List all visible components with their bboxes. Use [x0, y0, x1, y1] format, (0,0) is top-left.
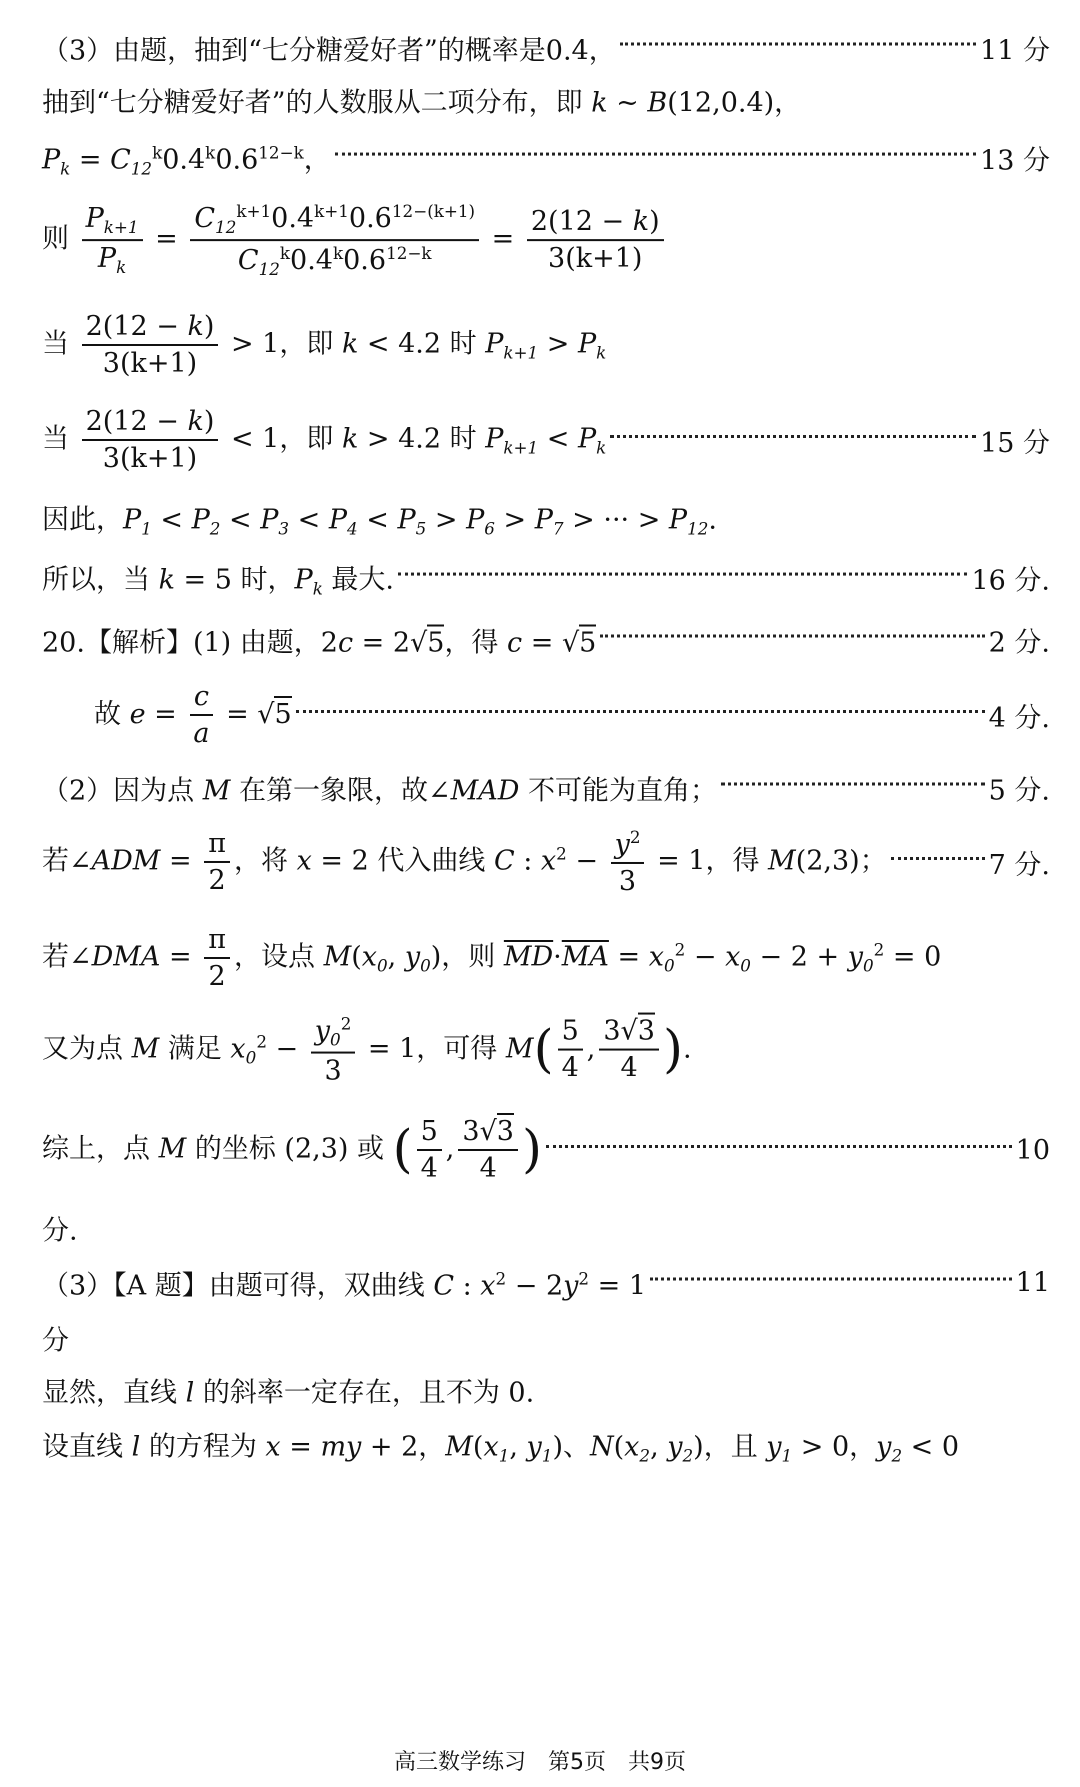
solution-text: （2）因为点 M 在第一象限，故∠MAD 不可能为直角；: [42, 775, 718, 807]
solution-line: [42, 1116, 1050, 1184]
solution-line: [42, 827, 1050, 897]
solution-text: 综上，点 M 的坐标 (2,3) 或 ( $\frac{5}{4}$ , $\frac{3√3}{4}$ ): [42, 1116, 542, 1184]
solution-line: [42, 621, 1050, 660]
solution-text: 分: [42, 1325, 69, 1357]
solution-line: [42, 29, 1050, 68]
solution-line: [42, 924, 1050, 992]
solution-text: 则 $\frac{P_{k+1}}{P_k}$ = $\frac{C_{12}^{k+1}0.4^{k+1}0.6^{12-(k+1)}}{C_{12}^k0.4^k0.6^{12-k}}$ = $\frac{2(12 - k)}{3(k+1)}$: [42, 201, 668, 279]
score-points: 10: [1015, 1134, 1050, 1166]
score-points: 7 分.: [988, 849, 1050, 881]
solution-line: [42, 1014, 1050, 1087]
page-footer: 高三数学练习 第5页 共9页: [394, 1750, 686, 1775]
solution-line: [42, 81, 1050, 120]
solution-text: 20.【解析】(1) 由题，2c = 2√5，得 c = √5: [42, 621, 596, 660]
solution-text: 所以，当 k = 5 时，$P_k$ 最大.: [42, 564, 395, 599]
dot-leader: [296, 710, 985, 713]
solution-line: [42, 558, 1050, 599]
solution-text: 因此，$P_1 < P_2 < P_3 < P_4 < P_5 > P_6 > P_7$ > ··· > $P_{12}$.: [42, 504, 717, 539]
score-points: 5 分.: [988, 775, 1050, 807]
solution-line: [42, 1319, 1050, 1358]
dot-leader: [650, 1278, 1012, 1281]
dot-leader: [721, 783, 985, 786]
dot-leader: [620, 43, 976, 46]
solution-text: 分.: [42, 1215, 78, 1247]
solution-line: [42, 1371, 1050, 1410]
dot-leader: [335, 153, 976, 156]
solution-text: （3）【A 题】由题可得，双曲线 C : $x^2 - 2y^2 = 1$: [42, 1268, 647, 1302]
score-points: 11: [1015, 1267, 1050, 1299]
dot-leader: [600, 635, 984, 638]
solution-text: 当 $\frac{2(12 - k)}{3(k+1)}$ > 1，即 k < 4.2 时 $P_{k+1} > P_k$: [42, 311, 607, 379]
solution-line: [42, 1209, 1050, 1248]
dot-leader: [398, 573, 967, 576]
solution-line: [42, 1425, 1050, 1466]
solution-text: 若∠DMA = $\frac{\pi}{2}$ ，设点 $M(x_0$, $y_0$)，则 $\overline{MD}\cdot\overline{MA} = x_0^2 - x_0 - 2 + y_0^2 = 0$: [42, 924, 942, 992]
solution-text: 显然，直线 l 的斜率一定存在，且不为 0.: [42, 1377, 535, 1409]
solution-text: 又为点 M 满足 $x_0^2$ − $\frac{y_0^2}{3}$ = 1，可得 M( $\frac{5}{4}$ , $\frac{3√3}{4}$ ).: [42, 1013, 692, 1087]
solution-line: [42, 311, 1050, 379]
score-points: 4 分.: [988, 702, 1050, 734]
solution-text: $P_k = C_{12}^k0.4^k0.6^{12-k}$，: [42, 142, 331, 179]
score-points: 11 分: [980, 35, 1050, 67]
score-points: 2 分.: [988, 627, 1050, 659]
solution-text: 当 $\frac{2(12 - k)}{3(k+1)}$ < 1，即 k > 4.2 时 $P_{k+1} < P_k$: [42, 406, 607, 474]
solution-line: [42, 406, 1050, 474]
score-points: 15 分: [980, 427, 1050, 459]
solution-text: （3）由题，抽到“七分糖爱好者”的概率是0.4，: [42, 35, 616, 67]
solution-text: 故 e = $\frac{c}{a}$ = √5: [94, 681, 292, 749]
solution-text: 设直线 l 的方程为 x = my + 2，$M(x_1$, $y_1$)、$N(x_2$, $y_2$)，且 $y_1 > 0$，$y_2 < 0$: [42, 1431, 960, 1466]
score-points: 13 分: [980, 145, 1050, 177]
score-points: 16 分.: [971, 565, 1050, 597]
solution-line: [42, 201, 1050, 279]
solution-text: 抽到“七分糖爱好者”的人数服从二项分布，即 k ~ B(12,0.4)，: [42, 87, 802, 119]
dot-leader: [891, 857, 985, 860]
solution-line: [42, 498, 1050, 539]
solution-line: [42, 1264, 1050, 1303]
solution-line: [42, 138, 1050, 179]
solution-line: [42, 681, 1050, 749]
solution-text: 若∠ADM = $\frac{\pi}{2}$ ，将 x = 2 代入曲线 C : $x^2$ − $\frac{y^2}{3}$ = 1，得 M(2,3)；: [42, 826, 887, 898]
solution-line: [42, 769, 1050, 808]
dot-leader: [546, 1145, 1012, 1148]
dot-leader: [610, 435, 976, 438]
